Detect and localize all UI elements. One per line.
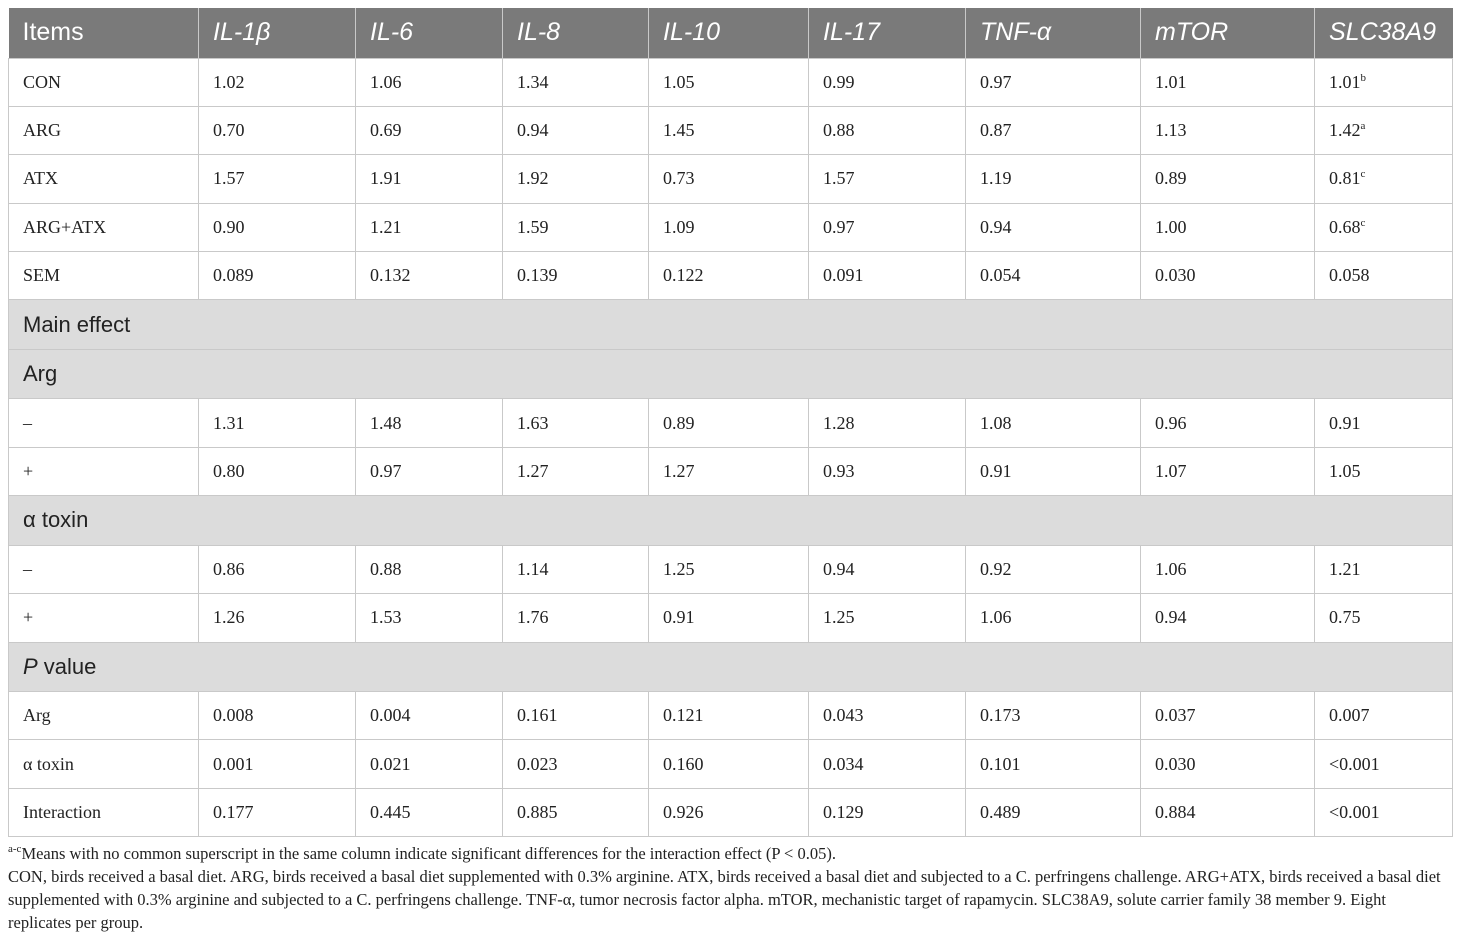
cell-value: 0.489: [980, 801, 1021, 822]
column-header-8: SLC38A9: [1329, 18, 1437, 47]
table-body: [9, 58, 1453, 837]
cell-value: 1.28: [823, 412, 855, 433]
cell-value: <0.001: [1329, 753, 1380, 774]
cell-value: 0.089: [213, 265, 254, 286]
cell-value: 0.70: [213, 120, 245, 141]
value-cell: [649, 58, 809, 106]
value-cell: [503, 155, 649, 203]
cell-value: 0.004: [370, 705, 411, 726]
cell-value: 0.132: [370, 265, 411, 286]
cell-value: 0.69: [370, 120, 402, 141]
value-cell: [199, 252, 356, 300]
value-cell: [1141, 106, 1315, 154]
cell-value: 1.34: [517, 71, 549, 92]
row-label-cell: [9, 545, 199, 593]
cell-value: 0.86: [213, 558, 245, 579]
value-cell: [199, 106, 356, 154]
value-cell: [503, 399, 649, 447]
cell-value: 1.05: [1329, 461, 1361, 482]
value-cell: [199, 399, 356, 447]
value-cell: [356, 252, 503, 300]
value-cell: [809, 399, 966, 447]
cell-value: 0.008: [213, 705, 254, 726]
value-cell: [1315, 155, 1453, 203]
value-cell: [199, 692, 356, 740]
value-cell: [1141, 58, 1315, 106]
cell-value: 1.05: [663, 71, 695, 92]
column-header-2: IL-6: [356, 8, 503, 58]
value-cell: [809, 155, 966, 203]
cell-value: 0.88: [823, 120, 855, 141]
section-label: [9, 300, 1453, 350]
cell-value: 0.81: [1329, 168, 1361, 189]
value-cell: [356, 155, 503, 203]
value-cell: [199, 740, 356, 788]
cell-value: 0.97: [823, 216, 855, 237]
cell-value: 0.80: [213, 461, 245, 482]
row-label-cell: [9, 106, 199, 154]
value-cell: [966, 58, 1141, 106]
row-label-cell: [9, 58, 199, 106]
row-label-cell: [9, 203, 199, 251]
row-label-cell: [9, 155, 199, 203]
row-label-cell: [9, 447, 199, 495]
value-cell: [1141, 155, 1315, 203]
cell-value: 0.885: [517, 801, 558, 822]
table-row: [9, 692, 1453, 740]
cell-value: 0.91: [1329, 412, 1361, 433]
table-row: [9, 155, 1453, 203]
significance-superscript: a: [1360, 120, 1366, 133]
row-label-cell: [9, 399, 199, 447]
value-cell: [649, 155, 809, 203]
table-row: [9, 594, 1453, 642]
significance-superscript: c: [1360, 168, 1366, 181]
value-cell: [649, 788, 809, 836]
cell-value: 1.63: [517, 412, 549, 433]
section-row: [9, 300, 1453, 350]
cell-value: 0.94: [823, 558, 855, 579]
section-label: [9, 496, 1453, 546]
cell-value: 1.01: [1155, 71, 1187, 92]
value-cell: [966, 788, 1141, 836]
value-cell: [356, 788, 503, 836]
value-cell: [966, 252, 1141, 300]
cell-value: +: [23, 461, 34, 482]
cell-value: 0.96: [1155, 412, 1187, 433]
value-cell: [649, 447, 809, 495]
value-cell: [809, 58, 966, 106]
cell-value: –: [23, 412, 32, 433]
value-cell: [503, 594, 649, 642]
cell-value: 0.89: [1155, 168, 1187, 189]
cell-value: 0.94: [980, 216, 1012, 237]
cell-value: 1.13: [1155, 120, 1187, 141]
table-row: [9, 545, 1453, 593]
cell-value: 1.26: [213, 607, 245, 628]
cell-value: Interaction: [23, 801, 101, 822]
value-cell: [809, 692, 966, 740]
cell-value: α toxin: [23, 753, 74, 774]
cell-value: 0.037: [1155, 705, 1196, 726]
section-label-text: P: [23, 653, 38, 679]
cell-value: –: [23, 558, 32, 579]
cell-value: 0.177: [213, 801, 254, 822]
section-row: [9, 642, 1453, 692]
value-cell: [356, 106, 503, 154]
cell-value: 1.07: [1155, 461, 1187, 482]
value-cell: [503, 58, 649, 106]
cell-value: 0.88: [370, 558, 402, 579]
section-label: [9, 642, 1453, 692]
value-cell: [649, 740, 809, 788]
row-label-cell: [9, 788, 199, 836]
cell-value: 0.91: [663, 607, 695, 628]
value-cell: [503, 447, 649, 495]
cell-value: 0.92: [980, 558, 1012, 579]
table-row: [9, 740, 1453, 788]
significance-superscript: c: [1360, 216, 1366, 229]
cell-value: 1.21: [1329, 558, 1361, 579]
row-label-cell: [9, 252, 199, 300]
cell-value: 0.97: [980, 71, 1012, 92]
results-table: [8, 8, 1453, 837]
section-label-text: Main effect: [23, 311, 131, 337]
value-cell: [966, 545, 1141, 593]
value-cell: [503, 740, 649, 788]
value-cell: [966, 740, 1141, 788]
value-cell: [1315, 447, 1453, 495]
table-row: [9, 399, 1453, 447]
cell-value: 0.926: [663, 801, 704, 822]
cell-value: 0.121: [663, 705, 704, 726]
cell-value: 0.043: [823, 705, 864, 726]
value-cell: [1315, 399, 1453, 447]
value-cell: [356, 545, 503, 593]
section-label: [9, 349, 1453, 399]
cell-value: SEM: [23, 265, 61, 286]
section-row: [9, 349, 1453, 399]
cell-value: 0.129: [823, 801, 864, 822]
value-cell: [356, 203, 503, 251]
cell-value: Arg: [23, 705, 51, 726]
value-cell: [199, 545, 356, 593]
table-row: [9, 58, 1453, 106]
cell-value: CON: [23, 71, 62, 92]
value-cell: [1315, 58, 1453, 106]
value-cell: [199, 155, 356, 203]
column-header-3: IL-8: [503, 8, 649, 58]
value-cell: [966, 203, 1141, 251]
cell-value: 0.023: [517, 753, 558, 774]
cell-value: 1.57: [823, 168, 855, 189]
cell-value: 1.57: [213, 168, 245, 189]
value-cell: [356, 447, 503, 495]
value-cell: [199, 788, 356, 836]
row-label-cell: [9, 594, 199, 642]
cell-value: ARG+ATX: [23, 216, 107, 237]
section-label-text: α toxin: [23, 507, 89, 533]
cell-value: 0.091: [823, 265, 864, 286]
value-cell: [966, 692, 1141, 740]
column-header-6: TNF-α: [966, 8, 1141, 58]
cell-value: ARG: [23, 120, 62, 141]
cell-value: 1.25: [823, 607, 855, 628]
value-cell: [503, 106, 649, 154]
cell-value: <0.001: [1329, 801, 1380, 822]
row-label-cell: [9, 740, 199, 788]
cell-value: 1.00: [1155, 216, 1187, 237]
significance-superscript: b: [1360, 71, 1366, 84]
value-cell: [966, 399, 1141, 447]
value-cell: [199, 203, 356, 251]
value-cell: [1141, 447, 1315, 495]
cell-value: 0.054: [980, 265, 1021, 286]
cell-value: 1.08: [980, 412, 1012, 433]
value-cell: [356, 399, 503, 447]
value-cell: [1315, 203, 1453, 251]
cell-value: 0.034: [823, 753, 864, 774]
cell-value: 1.59: [517, 216, 549, 237]
value-cell: [503, 788, 649, 836]
footnote-abbreviations: CON, birds received a basal diet. ARG, birds received a basal diet supplemented with 0.3% arginine. ATX, birds received a basal diet and subjected to a C. perfringens challenge. ARG+ATX, birds received a basal diet supplemented with 0.3% arginine and subjected to a C. perfringens challenge. TNF-α, tumor necrosis factor alpha. mTOR, mechanistic target of rapamycin. SLC38A9, solute carrier family 38 member 9. Eight replicates per group.: [8, 867, 1441, 932]
table-row: [9, 252, 1453, 300]
cell-value: 1.02: [213, 71, 245, 92]
table-row: [9, 788, 1453, 836]
value-cell: [1315, 545, 1453, 593]
cell-value: 1.27: [663, 461, 695, 482]
cell-value: 0.90: [213, 216, 245, 237]
row-label-cell: [9, 692, 199, 740]
cell-value: 0.97: [370, 461, 402, 482]
value-cell: [503, 545, 649, 593]
cell-value: 1.48: [370, 412, 402, 433]
value-cell: [356, 594, 503, 642]
value-cell: [1141, 545, 1315, 593]
cell-value: 0.93: [823, 461, 855, 482]
value-cell: [966, 447, 1141, 495]
cell-value: 1.19: [980, 168, 1012, 189]
value-cell: [1141, 203, 1315, 251]
cell-value: ATX: [23, 168, 58, 189]
cell-value: 0.173: [980, 705, 1021, 726]
cell-value: 0.68: [1329, 216, 1361, 237]
cell-value: 1.06: [1155, 558, 1187, 579]
value-cell: [503, 203, 649, 251]
value-cell: [1141, 788, 1315, 836]
column-header-0: Items: [9, 8, 199, 58]
cell-value: 1.45: [663, 120, 695, 141]
value-cell: [649, 106, 809, 154]
cell-value: 0.139: [517, 265, 558, 286]
cell-value: 1.91: [370, 168, 402, 189]
cell-value: 1.31: [213, 412, 245, 433]
value-cell: [1141, 399, 1315, 447]
value-cell: [199, 58, 356, 106]
value-cell: [356, 740, 503, 788]
cell-value: 1.01: [1329, 71, 1361, 92]
cell-value: 0.73: [663, 168, 695, 189]
cell-value: 0.91: [980, 461, 1012, 482]
value-cell: [649, 203, 809, 251]
value-cell: [1315, 740, 1453, 788]
value-cell: [503, 692, 649, 740]
value-cell: [809, 252, 966, 300]
value-cell: [966, 106, 1141, 154]
cell-value: 0.058: [1329, 265, 1370, 286]
cell-value: 1.14: [517, 558, 549, 579]
value-cell: [1141, 740, 1315, 788]
footnote-superscript: a-c: [8, 843, 22, 855]
column-header-5: IL-17: [809, 8, 966, 58]
table-row: [9, 106, 1453, 154]
cell-value: 1.06: [370, 71, 402, 92]
cell-value: 1.42: [1329, 120, 1361, 141]
value-cell: [966, 155, 1141, 203]
cell-value: 1.21: [370, 216, 402, 237]
cell-value: 0.007: [1329, 705, 1370, 726]
cell-value: 0.99: [823, 71, 855, 92]
cell-value: 0.94: [517, 120, 549, 141]
column-header-1: IL-1β: [199, 8, 356, 58]
cell-value: 1.53: [370, 607, 402, 628]
value-cell: [809, 106, 966, 154]
value-cell: [809, 447, 966, 495]
value-cell: [649, 399, 809, 447]
value-cell: [356, 692, 503, 740]
data-table-container: [8, 8, 1452, 837]
value-cell: [649, 252, 809, 300]
value-cell: [649, 594, 809, 642]
table-row: [9, 203, 1453, 251]
cell-value: 0.160: [663, 753, 704, 774]
footnote-text: Means with no common superscript in the same column indicate significant differences for the interaction effect (P < 0.05).: [21, 844, 836, 863]
value-cell: [503, 252, 649, 300]
value-cell: [1315, 252, 1453, 300]
cell-value: 1.76: [517, 607, 549, 628]
value-cell: [356, 58, 503, 106]
value-cell: [809, 740, 966, 788]
value-cell: [199, 447, 356, 495]
cell-value: 0.001: [213, 753, 254, 774]
column-header-7: mTOR: [1141, 8, 1315, 58]
cell-value: 1.27: [517, 461, 549, 482]
table-notes: [8, 842, 1452, 934]
cell-value: 0.161: [517, 705, 558, 726]
value-cell: [649, 692, 809, 740]
value-cell: [1141, 252, 1315, 300]
section-label-suffix: value: [37, 653, 97, 679]
value-cell: [809, 203, 966, 251]
cell-value: 0.75: [1329, 607, 1361, 628]
table-row: [9, 447, 1453, 495]
cell-value: 0.030: [1155, 753, 1196, 774]
cell-value: +: [23, 607, 34, 628]
cell-value: 0.030: [1155, 265, 1196, 286]
table-header: [9, 8, 1453, 58]
section-label-text: Arg: [23, 361, 58, 387]
value-cell: [199, 594, 356, 642]
value-cell: [649, 545, 809, 593]
cell-value: 0.89: [663, 412, 695, 433]
value-cell: [1141, 594, 1315, 642]
cell-value: 0.445: [370, 801, 411, 822]
value-cell: [1315, 106, 1453, 154]
cell-value: 1.25: [663, 558, 695, 579]
column-header-4: IL-10: [649, 8, 809, 58]
value-cell: [1141, 692, 1315, 740]
cell-value: 1.09: [663, 216, 695, 237]
cell-value: 0.884: [1155, 801, 1196, 822]
cell-value: 1.06: [980, 607, 1012, 628]
cell-value: 0.101: [980, 753, 1021, 774]
value-cell: [809, 594, 966, 642]
footnote-significance: [8, 842, 1452, 865]
cell-value: 0.87: [980, 120, 1012, 141]
section-row: [9, 496, 1453, 546]
value-cell: [1315, 692, 1453, 740]
cell-value: 0.94: [1155, 607, 1187, 628]
value-cell: [1315, 788, 1453, 836]
cell-value: 0.021: [370, 753, 411, 774]
value-cell: [966, 594, 1141, 642]
header-row: [9, 8, 1453, 58]
value-cell: [809, 545, 966, 593]
value-cell: [809, 788, 966, 836]
cell-value: 0.122: [663, 265, 704, 286]
cell-value: 1.92: [517, 168, 549, 189]
value-cell: [1315, 594, 1453, 642]
